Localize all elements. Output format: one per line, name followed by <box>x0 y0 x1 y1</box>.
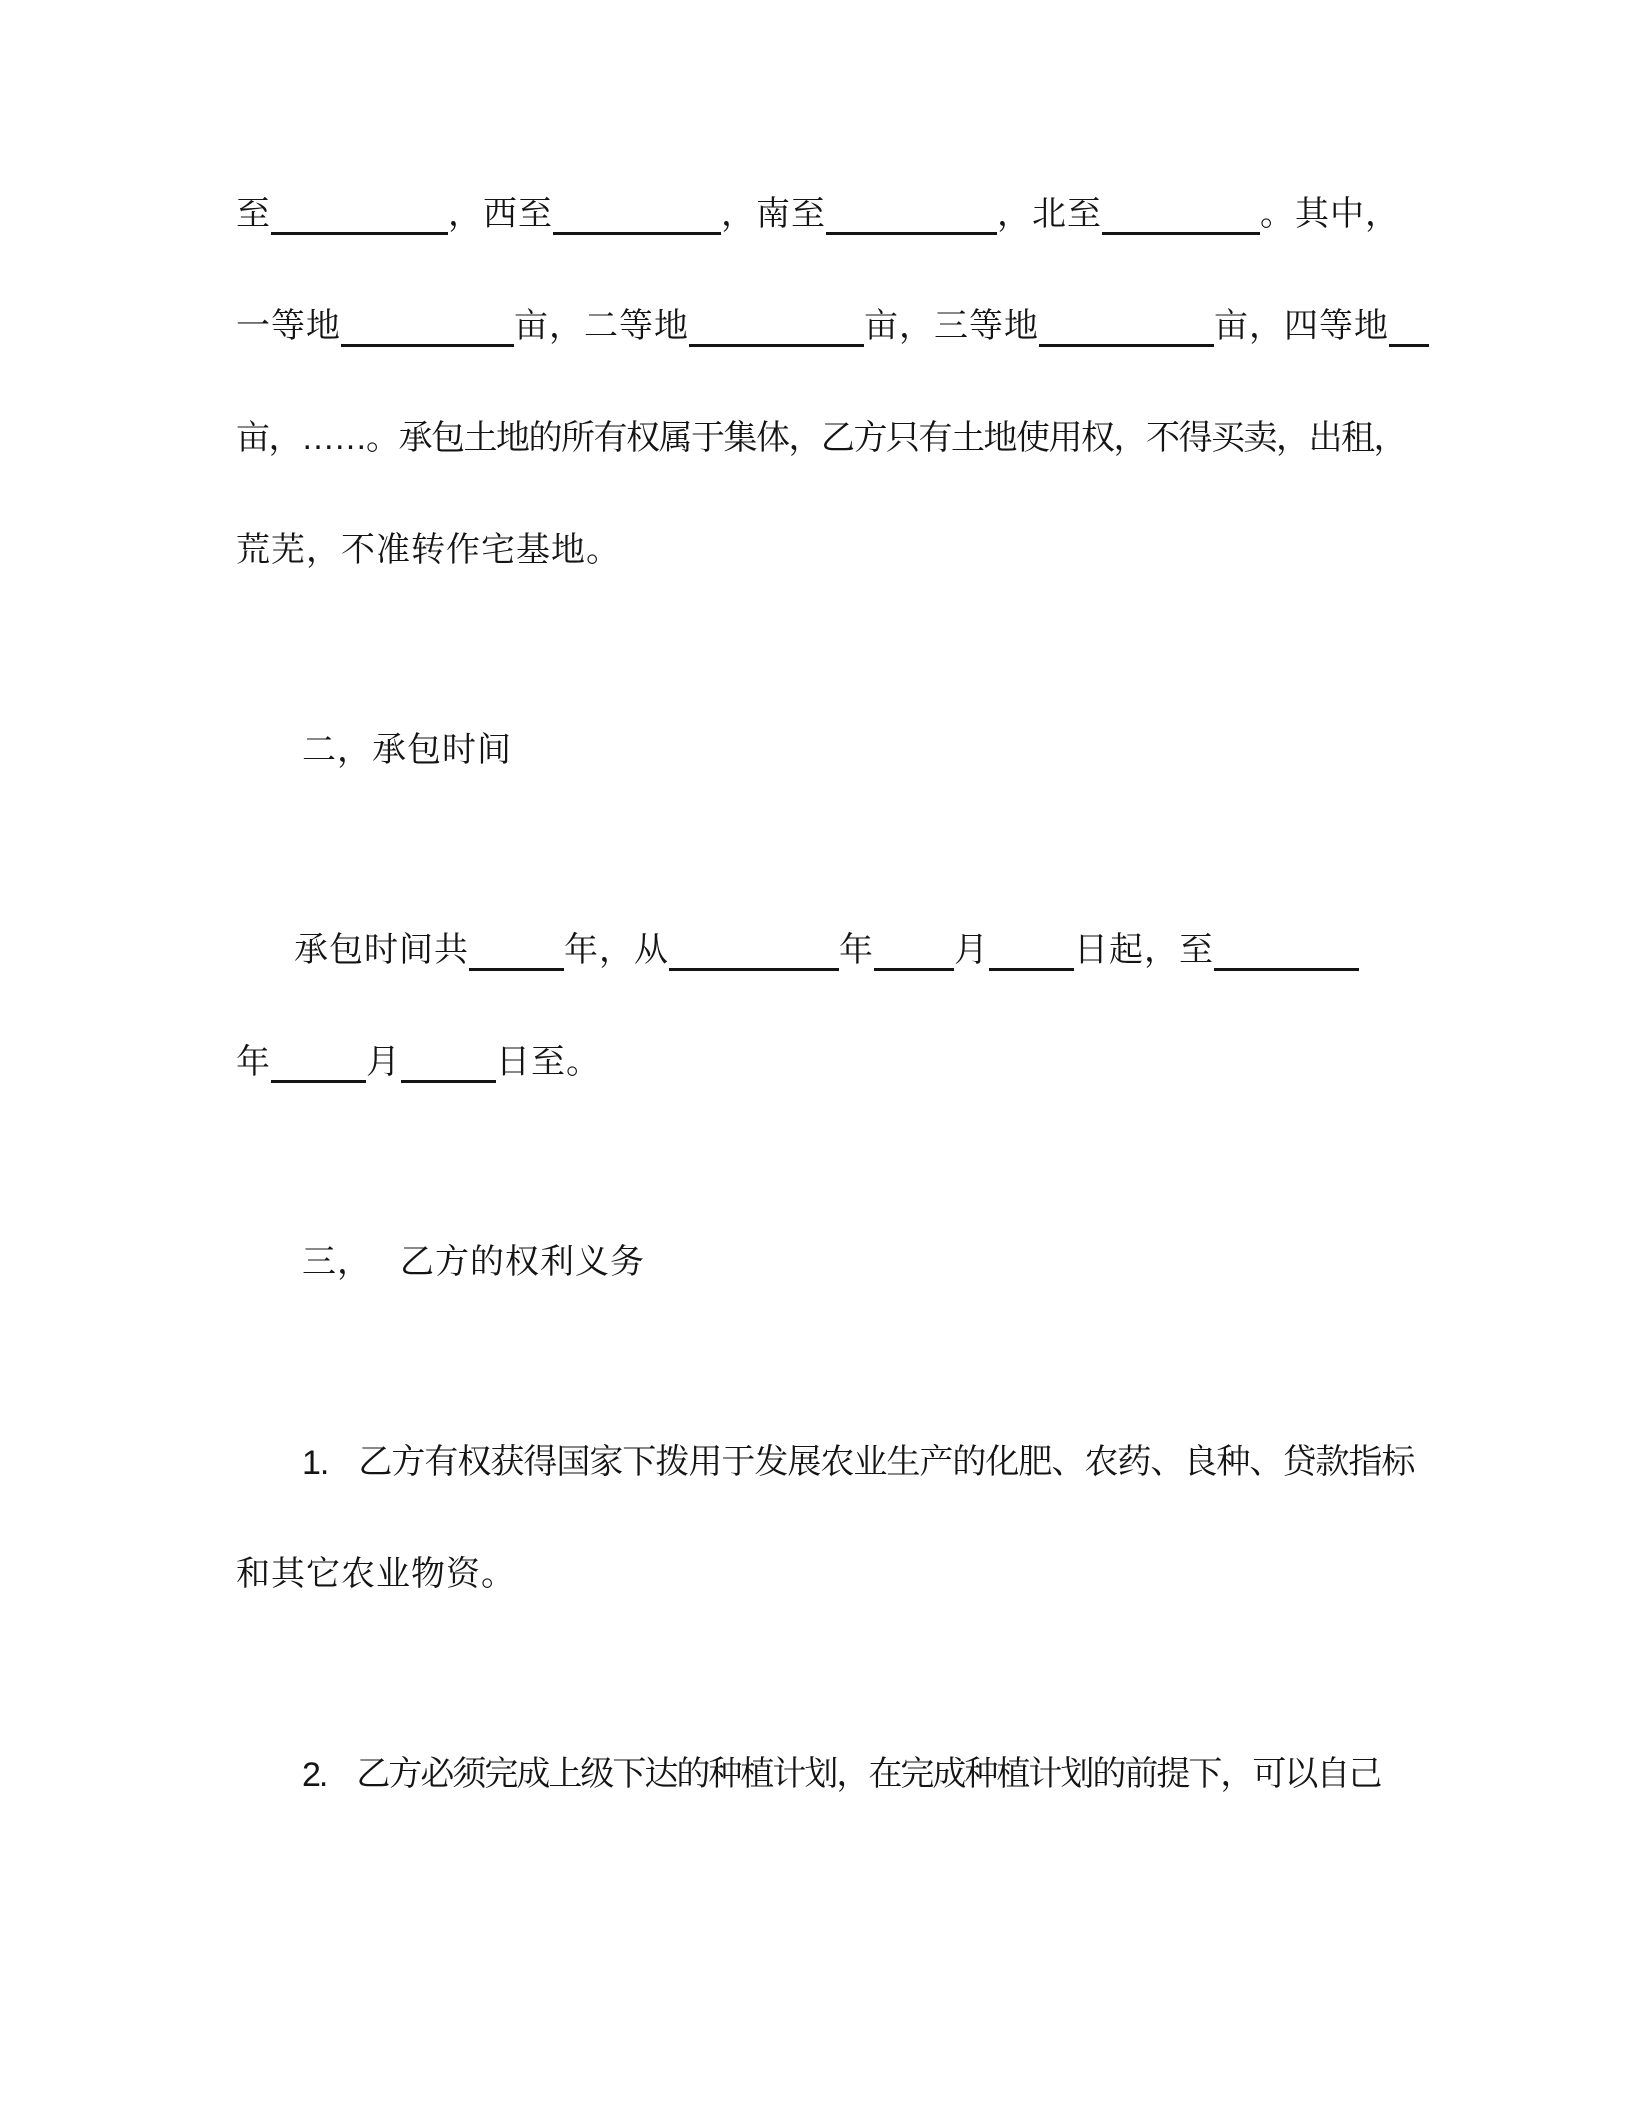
fill-in-blank-underline <box>1102 228 1260 235</box>
document-line <box>236 162 1632 274</box>
fill-in-blank-underline <box>874 964 954 971</box>
text-run: 年，从 <box>564 931 669 969</box>
document-line <box>236 1210 1632 1322</box>
text-run: 1. <box>302 1444 329 1482</box>
document-line <box>236 274 1632 386</box>
heading-section-3-party-b-rights <box>236 1210 1632 1322</box>
heading-section-2-contract-time <box>236 698 1632 810</box>
spacer <box>328 1482 358 1483</box>
para-contract-duration <box>236 898 1632 1122</box>
fill-in-blank-underline <box>469 964 564 971</box>
text-run: 亩，四等地 <box>1214 307 1389 345</box>
fill-in-blank-underline <box>669 964 839 971</box>
fill-in-blank-underline <box>271 228 448 235</box>
fill-in-blank-underline <box>1039 340 1214 347</box>
spacer <box>326 1794 356 1795</box>
text-run: ，西至 <box>448 195 553 233</box>
fill-in-blank-underline <box>989 964 1074 971</box>
fill-in-blank-underline <box>1214 964 1359 971</box>
text-run: ，南至 <box>721 195 826 233</box>
text-run: 2. <box>302 1756 327 1794</box>
text-run: 乙方有权获得国家下拨用于发展农业生产的化肥、农药、良种、贷款指标 <box>358 1443 1415 1481</box>
text-run: 亩，二等地 <box>514 307 689 345</box>
document-line <box>236 698 1632 810</box>
text-run: 亩，……。承包土地的所有权属于集体，乙方只有土地使用权，不得买卖，出租， <box>236 419 1406 457</box>
text-run: ，北至 <box>997 195 1102 233</box>
document-line <box>236 1722 1632 1834</box>
text-run: 月 <box>954 931 989 969</box>
para-item-2 <box>236 1722 1632 1834</box>
fill-in-blank-underline <box>401 1076 496 1083</box>
fill-in-blank-underline <box>271 1076 366 1083</box>
fill-in-blank-underline <box>826 228 997 235</box>
text-run: 三， <box>302 1243 372 1281</box>
text-run: 一等地 <box>236 307 341 345</box>
text-run: 乙方必须完成上级下达的种植计划，在完成种植计划的前提下，可以自己 <box>356 1755 1381 1793</box>
document-line <box>236 1410 1632 1522</box>
text-run: 承包时间共 <box>294 931 469 969</box>
text-run: 乙方的权利义务 <box>400 1243 645 1281</box>
document-line <box>236 1010 1632 1122</box>
para-item-1 <box>236 1410 1632 1634</box>
fill-in-blank-underline <box>341 340 514 347</box>
text-run: 二，承包时间 <box>302 731 512 769</box>
document-line <box>236 898 1632 1010</box>
fill-in-blank-underline <box>553 228 721 235</box>
text-run: 月 <box>366 1043 401 1081</box>
text-run: 和其它农业物资。 <box>236 1555 516 1593</box>
text-run: 荒芜，不准转作宅基地。 <box>236 531 621 569</box>
document-line <box>236 1522 1632 1634</box>
fill-in-blank-underline <box>689 340 864 347</box>
fill-in-blank-underline <box>1389 340 1429 347</box>
spacer <box>372 1282 400 1283</box>
document-line <box>236 498 1632 610</box>
document-line <box>236 386 1632 498</box>
text-run: 至 <box>236 195 271 233</box>
text-run: 亩，三等地 <box>864 307 1039 345</box>
text-run: 。其中， <box>1260 195 1400 233</box>
text-run: 年 <box>839 931 874 969</box>
text-run: 年 <box>236 1043 271 1081</box>
para-land-boundaries <box>236 162 1632 610</box>
text-run: 日至。 <box>496 1043 601 1081</box>
text-run: 日起，至 <box>1074 931 1214 969</box>
